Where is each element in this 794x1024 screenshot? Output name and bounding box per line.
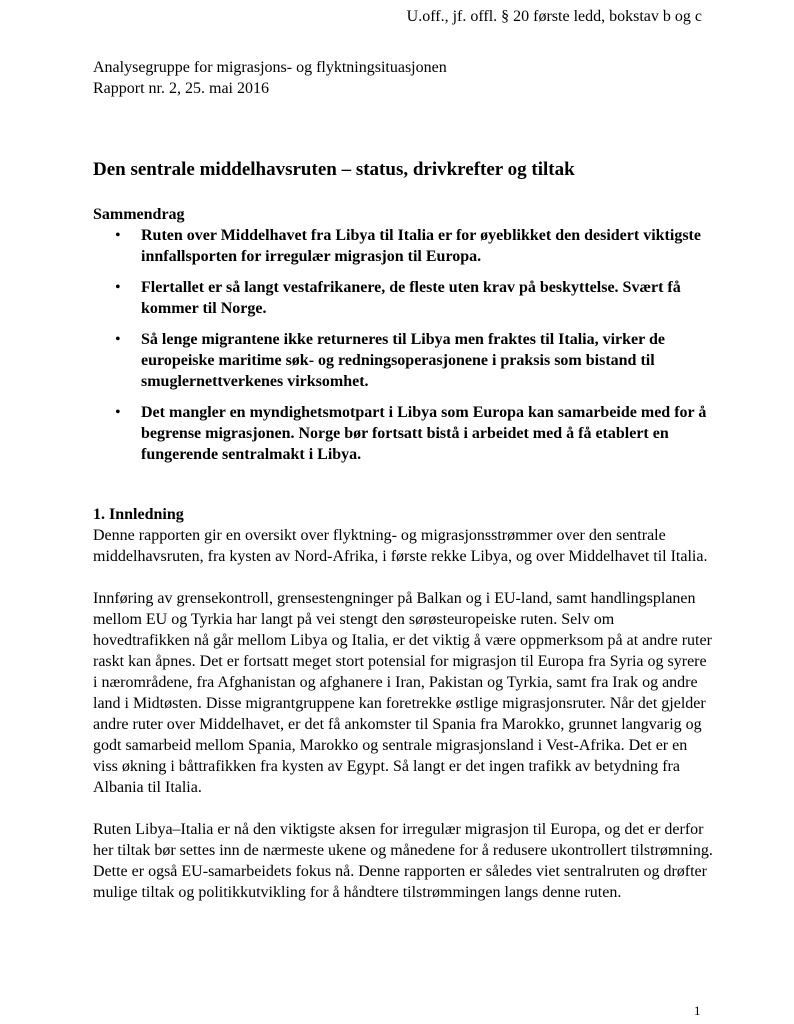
section-introduction xyxy=(93,504,713,924)
document-title: Den sentrale middelhavsruten – status, drivkrefter og tiltak xyxy=(93,159,575,180)
classification-notice: U.off., jf. offl. § 20 første ledd, bokstav b og c xyxy=(406,8,702,25)
summary-heading: Sammendrag xyxy=(93,206,185,223)
summary-bullet xyxy=(93,225,713,267)
summary-bullet-text: Så lenge migrantene ikke returneres til Libya men fraktes til Italia, virker de europeiske maritime søk- og redningsoperasjonene i praksis som bistand til smuglernettverkenes virksomhet. xyxy=(141,331,665,390)
summary-bullet-text: Flertallet er så langt vestafrikanere, de fleste uten krav på beskyttelse. Svært få kommer til Norge. xyxy=(141,279,681,317)
organization-name: Analysegruppe for migrasjons- og flyktningsituasjonen xyxy=(93,59,447,76)
summary-bullet xyxy=(93,402,713,465)
section-heading: 1. Innledning xyxy=(93,506,184,523)
body-paragraph: Denne rapporten gir en oversikt over flyktning- og migrasjonsstrømmer over den sentrale middelhavsruten, fra kysten av Nord-Afrika, i første rekke Libya, og over Middelhavet til Italia. xyxy=(93,527,708,565)
report-info: Rapport nr. 2, 25. mai 2016 xyxy=(93,80,269,97)
body-paragraph: Innføring av grensekontroll, grensestengninger på Balkan og i EU-land, samt handlingsplanen mellom EU og Tyrkia har langt på vei stengt den sørøsteuropeiske ruten. Selv om hovedtrafikken nå går mellom Libya og Italia, er det viktig å være oppmerksom på at andre ruter raskt kan åpnes. Det er fortsatt meget stort potensial for migrasjon til Europa fra Syria og syrere i nærområdene, fra Afghanistan og afghanere i Iran, Pakistan og Tyrkia, samt fra Irak og andre land i Midtøsten. Disse migrantgruppene kan foretrekke østlige migrasjonsruter. Når det gjelder andre ruter over Middelhavet, er det få ankomster til Spania fra Marokko, grunnet langvarig og godt samarbeid mellom Spania, Marokko og sentrale migrasjonsland i Vest-Afrika. Det er en viss økning i båttrafikken fra kysten av Egypt. Så langt er det ingen trafikk av betydning fra Albania til Italia. xyxy=(93,590,712,796)
bullet-icon: • xyxy=(115,227,121,244)
summary-bullet xyxy=(93,277,713,319)
bullet-icon: • xyxy=(115,404,121,421)
bullet-icon: • xyxy=(115,279,121,296)
summary-bullet xyxy=(93,329,713,392)
page-number: 1 xyxy=(694,1003,701,1018)
summary-bullet-text: Det mangler en myndighetsmotpart i Libya som Europa kan samarbeide med for å begrense migrasjonen. Norge bør fortsatt bistå i arbeidet med å få etablert en fungerende sentralmakt i Libya. xyxy=(141,404,707,463)
bullet-icon: • xyxy=(115,331,121,348)
summary-section xyxy=(93,204,713,475)
report-header xyxy=(93,57,447,99)
summary-list xyxy=(93,225,713,465)
body-paragraph: Ruten Libya–Italia er nå den viktigste aksen for irregulær migrasjon til Europa, og det er derfor her tiltak bør settes inn de nærmeste ukene og månedene for å redusere ukontrollert tilstrømning. Dette er også EU-samarbeidets fokus nå. Denne rapporten er således viet sentralruten og drøfter mulige tiltak og politikkutvikling for å håndtere tilstrømmingen langs denne ruten. xyxy=(93,821,713,901)
summary-bullet-text: Ruten over Middelhavet fra Libya til Italia er for øyeblikket den desidert viktigste innfallsporten for irregulær migrasjon til Europa. xyxy=(141,227,701,265)
